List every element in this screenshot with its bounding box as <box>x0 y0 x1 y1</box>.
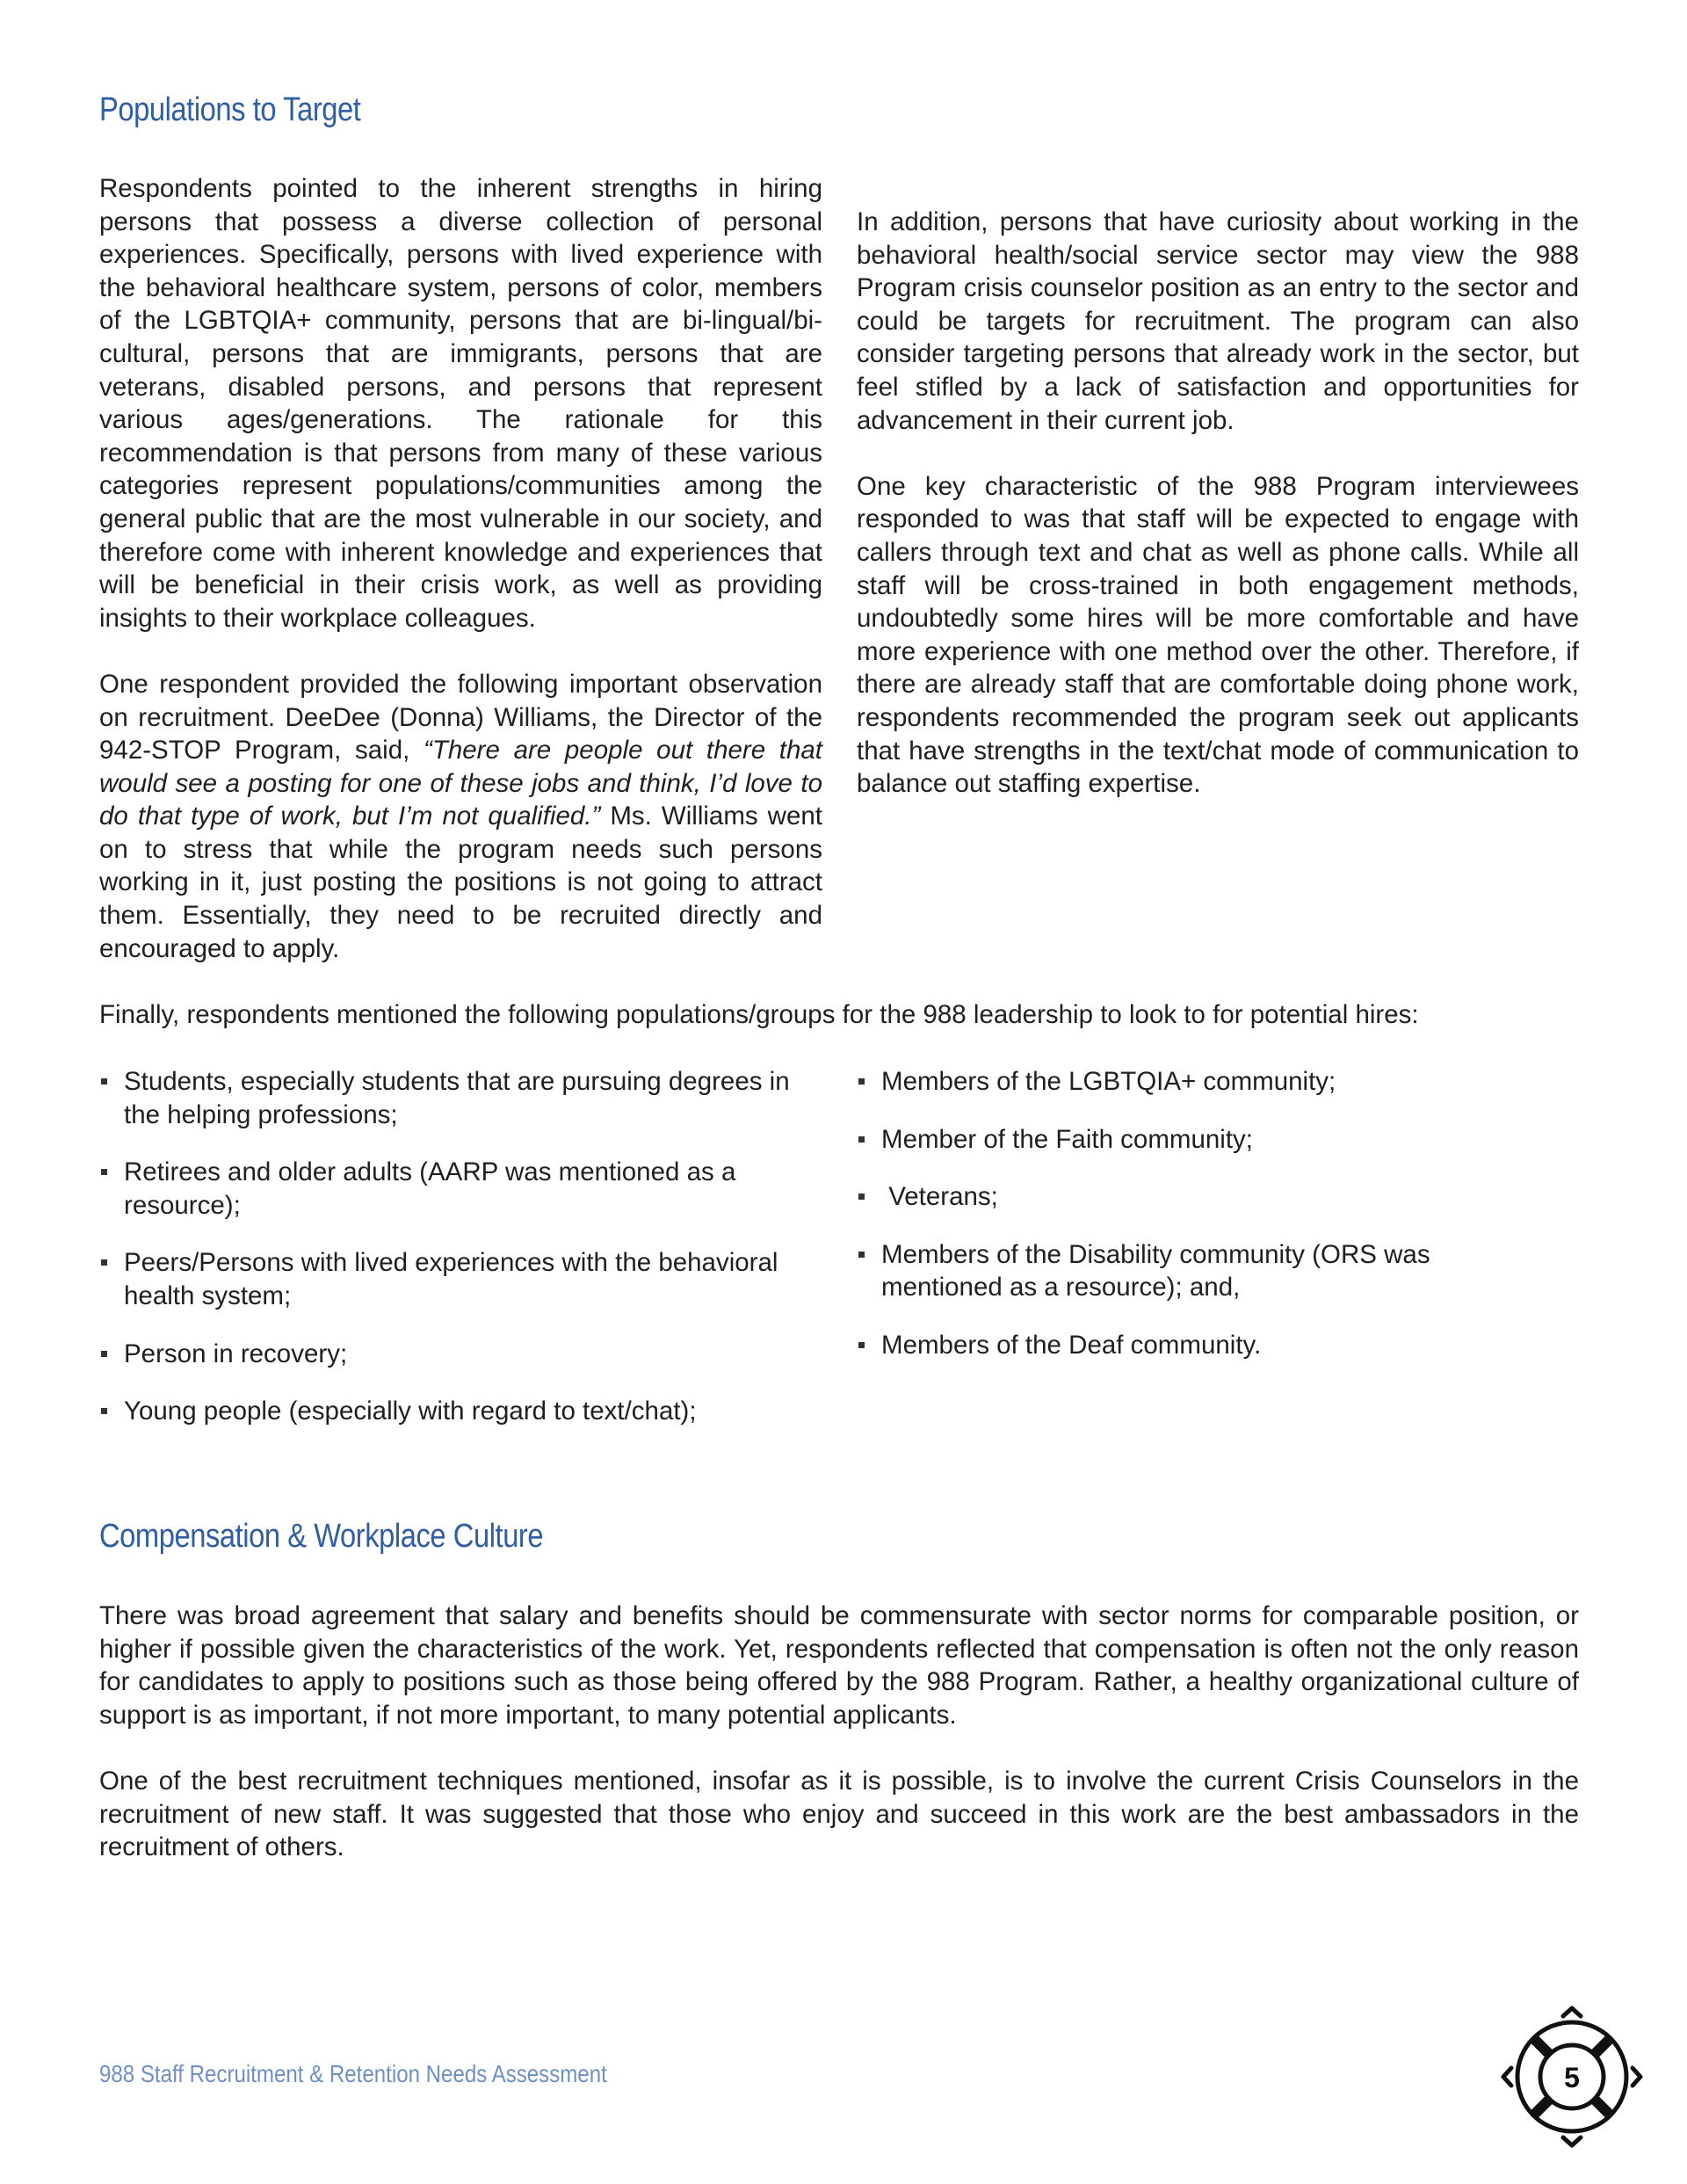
paragraph-ambassadors: One of the best recruitment techniques mentioned, insofar as it is possible, is to involve the current Crisis Counselors in the recruitment of new staff. It was suggested that those who enjoy and succeed in this work are the best ambassadors in the recruitment of others. <box>99 1766 1579 1862</box>
section-heading-populations: Populations to Target <box>99 91 361 128</box>
bullet-list-right <box>857 1065 1524 1387</box>
bullet-icon <box>101 1169 107 1175</box>
paragraph-curiosity: In addition, persons that have curiosity about working in the behavioral health/social service sector may view the 988 Program crisis counselor position as an entry to the sector and could be targets for recruitment. The program can also consider targeting persons that already work in the sector, but feel stifled by a lack of satisfaction and opportunities for advancement in their current job. <box>857 207 1579 435</box>
paragraph-text-chat: One key characteristic of the 988 Program interviewees responded to was that staff will be expected to engage with callers through text and chat as well as phone calls. While all staff will be cross-trained in both engagement methods, undoubtedly some hires will be more comfortable and have more experience with one method over the other. Therefore, if there are already staff that are comfortable doing phone work, respondents recommended the program seek out applicants that have strengths in the text/chat mode of communication to balance out staffing expertise. <box>857 471 1579 799</box>
page-number: 5 <box>1564 2062 1580 2093</box>
list-item: Member of the Faith community; <box>857 1123 1524 1157</box>
paragraph-finally: Finally, respondents mentioned the following populations/groups for the 988 leadership to look to for potential hires: <box>99 1000 1419 1029</box>
list-item: Members of the LGBTQIA+ community; <box>857 1065 1524 1099</box>
paragraph-recruitment-quote <box>99 668 822 965</box>
bullet-icon <box>101 1078 107 1085</box>
list-item: Person in recovery; <box>99 1338 829 1371</box>
list-item: Students, especially students that are pursuing degrees in the helping professions; <box>99 1065 829 1131</box>
bullet-icon <box>858 1342 865 1348</box>
right-column <box>857 206 1579 801</box>
list-item: Peers/Persons with lived experiences with the behavioral health system; <box>99 1246 829 1312</box>
list-item: Members of the Deaf community. <box>857 1329 1524 1362</box>
bullet-icon <box>101 1351 107 1357</box>
paragraph-strengths: Respondents pointed to the inherent strengths in hiring persons that possess a diverse collection of personal experiences. Specifically, persons with lived experience with the behavioral healthcare system, persons of color, members of the LGBTQIA+ community, persons that are bi-lingual/bi-cultural, persons that are immigrants, persons that are veterans, disabled persons, and persons that represent various ages/generations. The rationale for this recommendation is that persons from many of these various categories represent populations/communities among the general public that are the most vulnerable in our society, and therefore come with inherent knowledge and experiences that will be beneficial in their crisis work, as well as providing insights to their workplace colleagues. <box>99 174 822 633</box>
lifebuoy-compass-icon <box>1497 2002 1647 2151</box>
list-item: Veterans; <box>857 1180 1524 1214</box>
footer-title: 988 Staff Recruitment & Retention Needs Assessment <box>99 2060 607 2087</box>
list-item: Young people (especially with regard to text/chat); <box>99 1395 829 1428</box>
list-item: Retirees and older adults (AARP was mentioned as a resource); <box>99 1156 829 1222</box>
paragraph-salary: There was broad agreement that salary and benefits should be commensurate with sector norms for comparable position, or higher if possible given the characteristics of the work. Yet, respondents reflected that compensation is often not the only reason for candidates to apply to positions such as those being offered by the 988 Program. Rather, a healthy organizational culture of support is as important, if not more important, to many potential applicants. <box>99 1601 1579 1730</box>
quote-intro: One respondent provided the following important observation on recruitment. DeeDee (Donna) Williams, the Director of the 942-STOP Program, said, <box>99 669 822 765</box>
bullet-icon <box>101 1408 107 1414</box>
bullet-list-left <box>99 1065 829 1453</box>
list-item: Members of the Disability community (ORS was mentioned as a resource); and, <box>857 1238 1524 1304</box>
bullet-icon <box>101 1259 107 1266</box>
bullet-icon <box>858 1252 865 1258</box>
bullet-icon <box>858 1136 865 1143</box>
bullet-icon <box>858 1194 865 1200</box>
quote-followup: Ms. Williams went on to stress that while the program needs such persons working in it, just posting the positions is not going to attract them. Essentially, they need to be recruited directly and encouraged to apply. <box>99 802 822 963</box>
left-column <box>99 172 822 965</box>
compensation-body <box>99 1600 1579 1864</box>
bullet-icon <box>858 1078 865 1085</box>
section-heading-compensation: Compensation & Workplace Culture <box>99 1518 544 1555</box>
quote-text: “There are people out there that would see a posting for one of these jobs and think, I’d love to do that type of work, but I’m not qualified.” <box>99 736 823 831</box>
